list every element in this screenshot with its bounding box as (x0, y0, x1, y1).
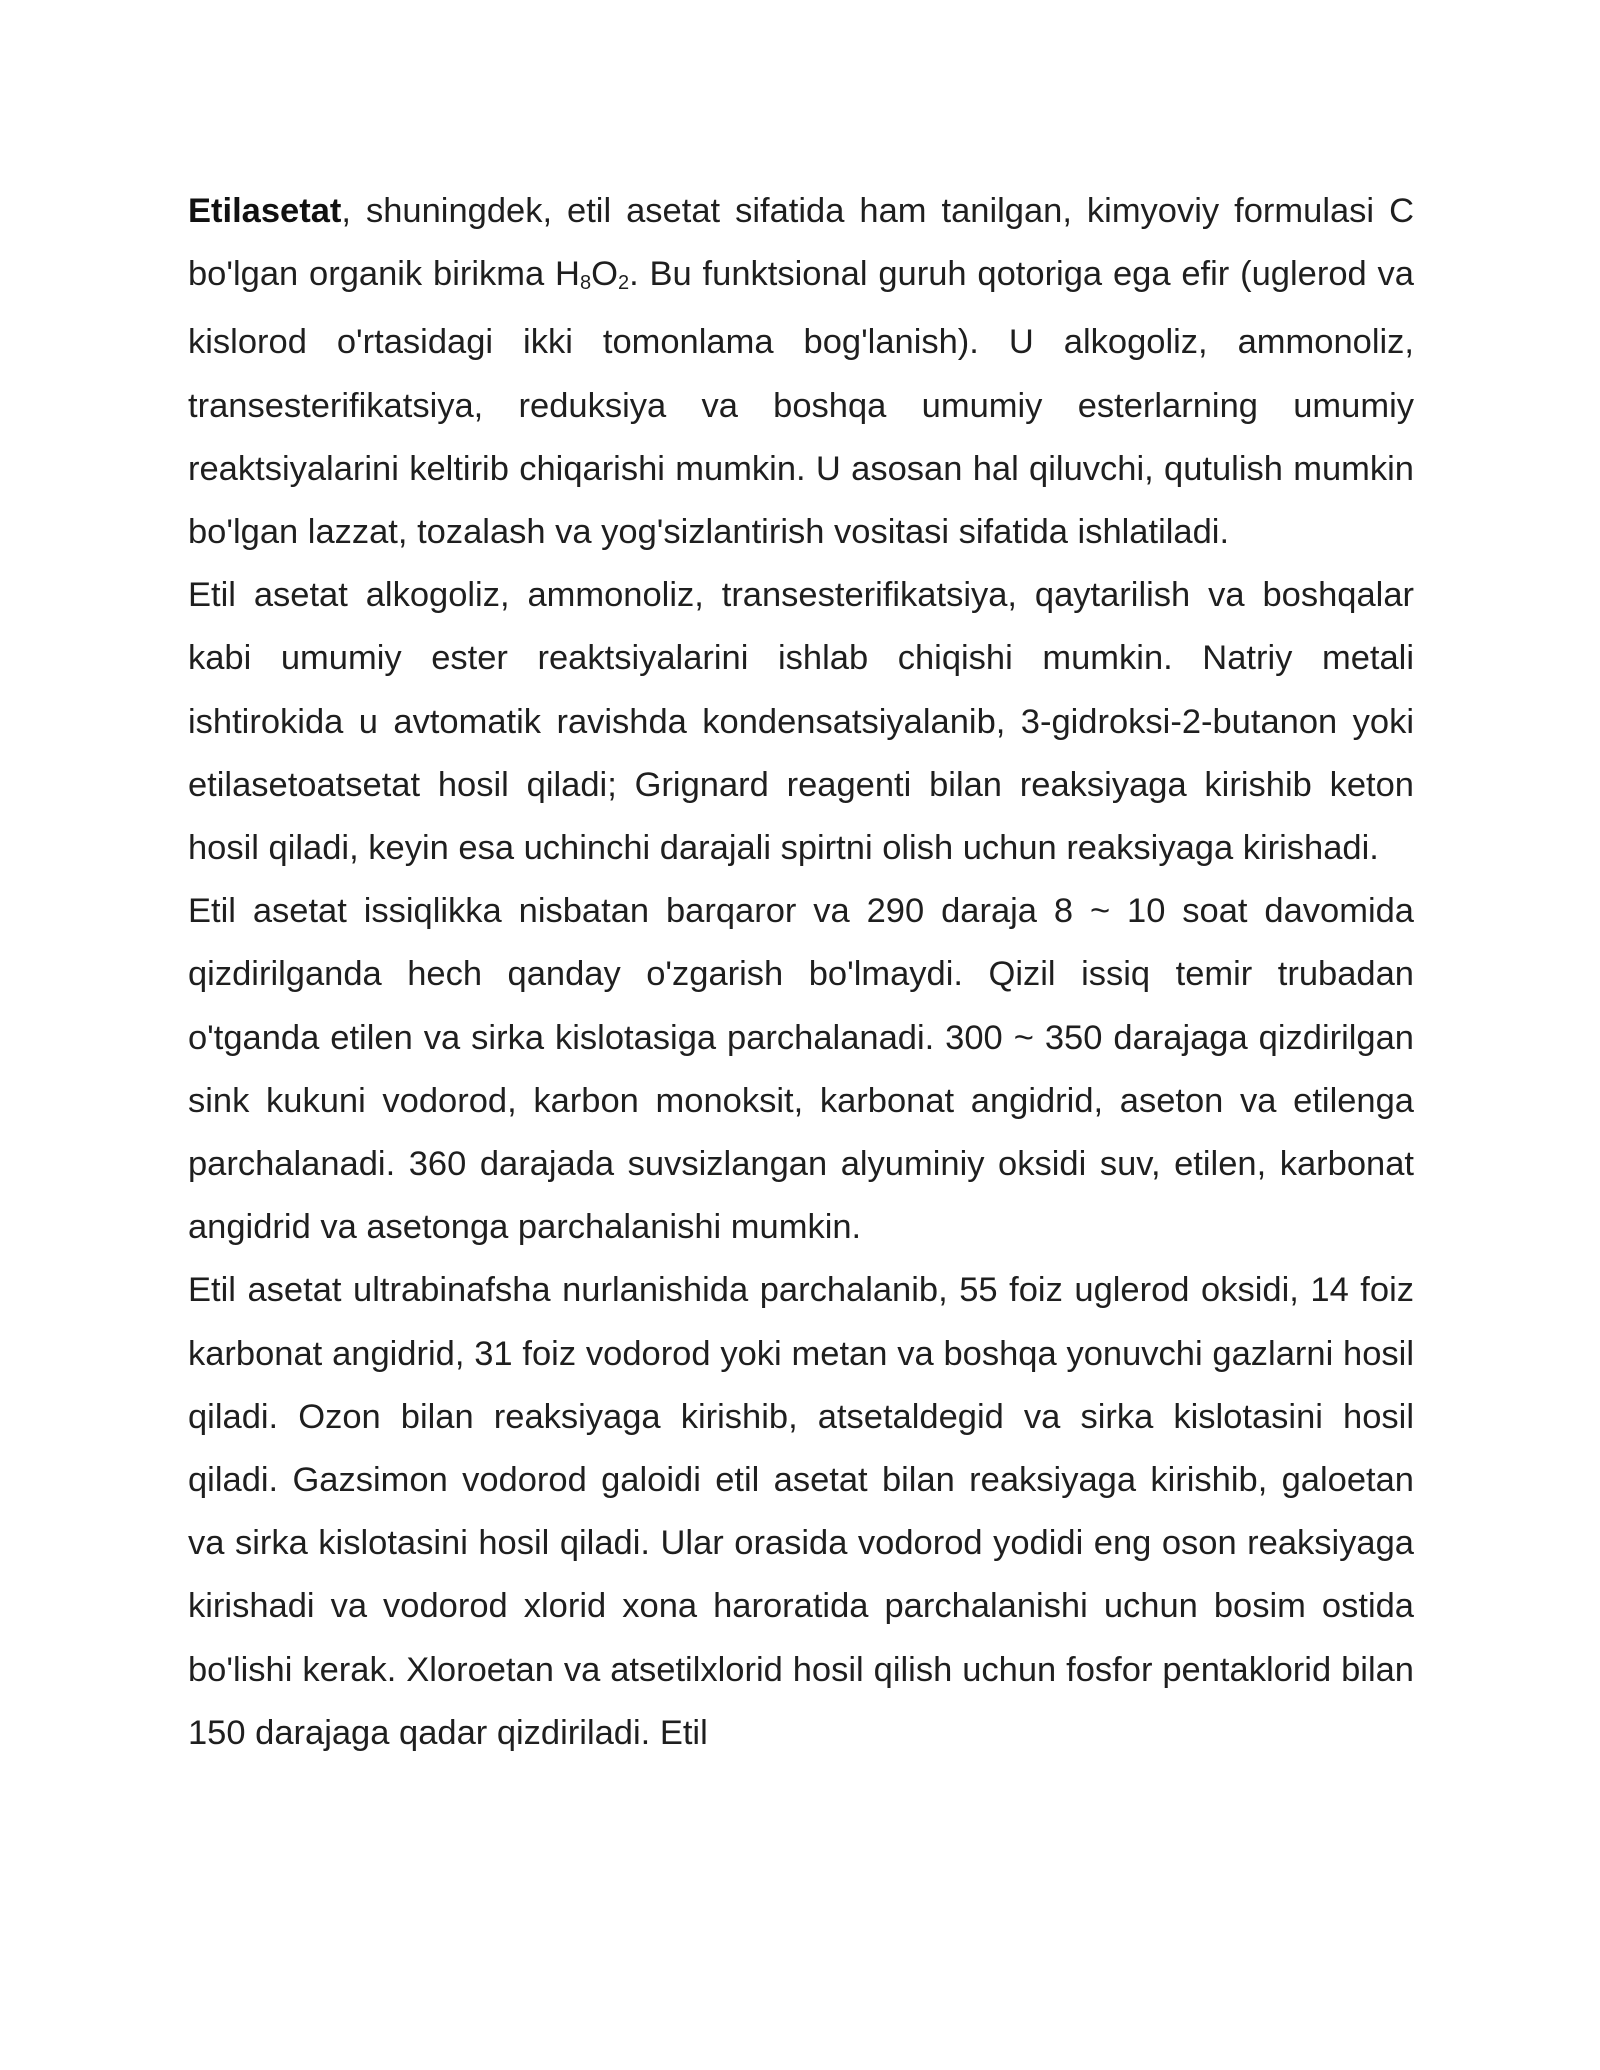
paragraph-reactions: Etil asetat alkogoliz, ammonoliz, transesterifikatsiya, qaytarilish va boshqalar kabi umumiy ester reaktsiyalarini ishlab chiqishi mumkin. Natriy metali ishtirokida u avtomatik ravishda kondensatsiyalanib, 3-gidroksi-2-butanon yoki etilasetoatsetat hosil qiladi; Grignard reagenti bilan reaksiyaga kirishib keton hosil qiladi, keyin esa uchinchi darajali spirtni olish uchun reaksiyaga kirishadi. (188, 576, 1414, 868)
paragraph-thermal-stability: Etil asetat issiqlikka nisbatan barqaror va 290 daraja 8 ~ 10 soat davomida qizdirilganda hech qanday o'zgarish bo'lmaydi. Qizil issiq temir trubadan o'tganda etilen va sirka kislotasiga parchalanadi. 300 ~ 350 darajaga qizdirilgan sink kukuni vodorod, karbon monoksit, karbonat angidrid, aseton va etilenga parchalanadi. 360 darajada suvsizlangan alyuminiy oksidi suv, etilen, karbonat angidrid va asetonga parchalanishi mumkin. (188, 892, 1414, 1247)
formula-subscript-2: 2 (617, 272, 630, 295)
intro-text-before-formula: , shuningdek, etil asetat sifatida ham tanilgan, kimyoviy formulasi C bo'lgan organik birikma H (188, 192, 1414, 294)
paragraph-decomposition: Etil asetat ultrabinafsha nurlanishida parchalanib, 55 foiz uglerod oksidi, 14 foiz karbonat angidrid, 31 foiz vodorod yoki metan va boshqa yonuvchi gazlarni hosil qiladi. Ozon bilan reaksiyaga kirishib, atsetaldegid va sirka kislotasini hosil qiladi. Gazsimon vodorod galoidi etil asetat bilan reaksiyaga kirishib, galoetan va sirka kislotasini hosil qiladi. Ular orasida vodorod yodidi eng oson reaksiyaga kirishadi va vodorod xlorid xona haroratida parchalanishi uchun bosim ostida bo'lishi kerak. Xloroetan va atsetilxlorid hosil qilish uchun fosfor pentaklorid bilan 150 darajaga qadar qizdiriladi. Etil (188, 1271, 1414, 1752)
paragraph-intro (188, 180, 1414, 564)
formula-oxygen: O (591, 255, 618, 294)
intro-text-after-formula: . Bu funktsional guruh qotoriga ega efir (uglerod va kislorod o'rtasidagi ikki tomonlama bog'lanish). U alkogoliz, ammonoliz, transesterifikatsiya, reduksiya va boshqa umumiy esterlarning umumiy reaktsiyalarini keltirib chiqarishi mumkin. U asosan hal qiluvchi, qutulish mumkin bo'lgan lazzat, tozalash va yog'sizlantirish vositasi sifatida ishlatiladi. (188, 255, 1414, 552)
term-bold: Etilasetat (188, 192, 342, 230)
document-body (188, 180, 1414, 1765)
formula-subscript-8: 8 (579, 272, 592, 295)
